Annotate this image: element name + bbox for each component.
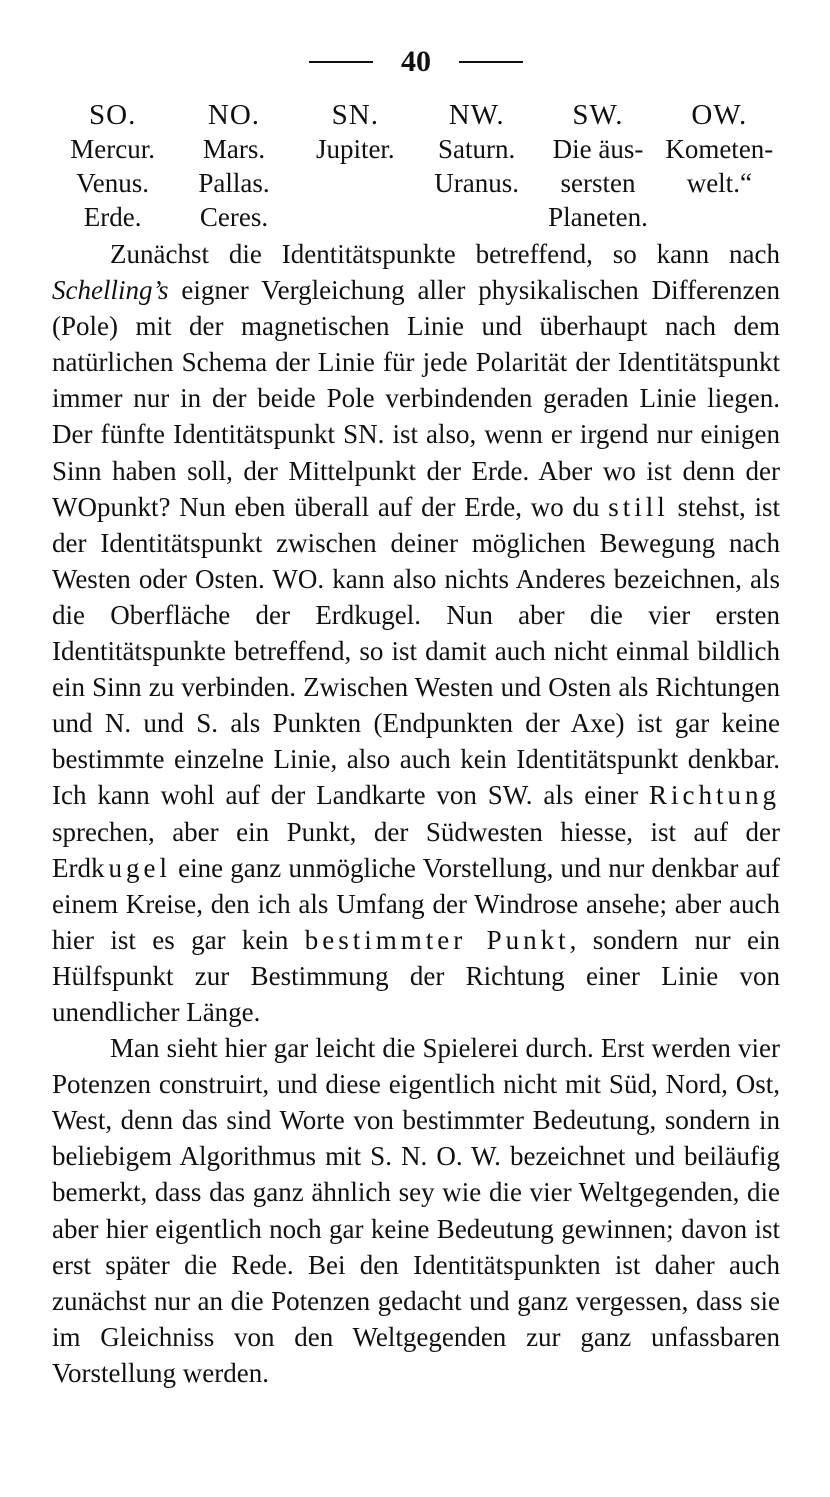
column-header: SN.	[331, 99, 379, 131]
table-cell: Planeten.	[548, 202, 648, 232]
emphasis-still: still	[608, 491, 669, 522]
table-row	[52, 200, 780, 234]
direction-header-row	[52, 98, 780, 132]
table-cell: Pallas.	[198, 168, 270, 198]
header-rule-left	[309, 61, 373, 63]
column-header: SO.	[89, 99, 137, 131]
paragraph-1-text: Zunächst die Identitätspunkte betreffend, so kann nach	[110, 239, 780, 269]
table-cell: Ceres.	[199, 202, 269, 232]
paragraph-1-text: eine ganz unmögliche Vorstellung, und nur denkbar auf einem Kreise, den ich als Umfang der Windrose ansehe; aber auch hier ist es gar kein	[52, 852, 780, 955]
paragraph-1	[52, 236, 780, 1030]
paragraph-2: Man sieht hier gar leicht die Spielerei durch. Erst werden vier Potenzen construirt, und diese eigentlich nicht mit Süd, Nord, Ost, West, denn das sind Worte von bestimmter Bedeutung, sondern in beliebigem Algorithmus mit S. N. O. W. bezeichnet und beiläufig bemerkt, dass das ganz ähnlich sey wie die vier Weltgegenden, die aber hier eigentlich noch gar keine Bedeutung gewinnen; davon ist erst später die Rede. Bei den Identitätspunkten ist daher auch zunächst nur an die Potenzen gedacht und ganz vergessen, dass sie im Gleichniss von den Weltgegenden zur ganz unfassbaren Vorstellung werden.	[52, 1033, 780, 1388]
table-row	[52, 132, 780, 166]
table-cell: Jupiter.	[315, 134, 395, 164]
table-cell: welt.“	[686, 168, 752, 198]
paragraph-1-text: eigner Vergleichung aller physikalischen Differenzen (Pole) mit der magnetischen Linie und überhaupt nach dem natürlichen Schema der Linie für jede Polarität der Identitätspunkt immer nur in der beide Pole verbindenden geraden Linie liegen. Der fünfte Identitätspunkt SN. ist also, wenn er irgend nur einigen Sinn haben soll, der Mittelpunkt der Erde. Aber wo ist denn der WOpunkt? Nun eben überall auf der Erde, wo du	[52, 275, 780, 522]
author-name-schelling: Schelling’s	[52, 275, 169, 306]
page-header	[52, 36, 780, 88]
table-cell	[416, 200, 537, 234]
table-cell	[295, 166, 416, 200]
paragraph-1-text: stehst, ist der Identitätspunkt zwischen deiner möglichen Bewegung nach Westen oder Osten. WO. kann also nichts Anderes bezeichnen, als die Oberfläche der Erdkugel. Nun aber die vier ersten Identitätspunkte betreffend, so ist damit auch nicht einmal bildlich ein Sinn zu verbinden. Zwischen Westen und Osten als Richtungen und N. und S. als Punkten (Endpunkten der Axe) ist gar keine bestimmte einzelne Linie, also auch kein Identitätspunkt denkbar. Ich kann wohl auf der Landkarte von SW. als einer	[52, 491, 781, 811]
table-cell: Mars.	[202, 134, 266, 164]
column-header: OW.	[691, 99, 748, 131]
table-cell: Venus.	[76, 168, 150, 198]
emphasis-kugel: kugel	[90, 852, 171, 883]
direction-table	[52, 98, 780, 234]
table-cell: Erde.	[83, 202, 142, 232]
paragraph-1-text: sprechen, aber ein Punkt, der Südwesten hiesse, ist auf der Erd	[52, 816, 780, 883]
table-cell: Mercur.	[70, 134, 156, 164]
body-text	[52, 236, 780, 1391]
column-header: NW.	[448, 99, 505, 131]
paragraph-1-text: , sondern nur ein Hülfspunkt zur Bestimmung der Richtung einer Linie von unendlicher Länge.	[52, 924, 780, 1027]
table-cell	[295, 200, 416, 234]
page-number: 40	[401, 45, 431, 78]
column-header: SW.	[572, 99, 624, 131]
table-cell: Saturn.	[438, 134, 516, 164]
column-header: NO.	[207, 99, 261, 131]
table-cell: sersten	[560, 168, 636, 198]
table-cell: Die äus-	[552, 134, 644, 164]
book-page	[52, 36, 780, 1391]
table-cell: Uranus.	[434, 168, 520, 198]
emphasis-bestimmter-punkt: bestimmter Punkt	[304, 924, 570, 955]
header-rule-right	[459, 61, 523, 63]
emphasis-richtung: Richtung	[649, 780, 780, 811]
table-row	[52, 166, 780, 200]
table-cell: Kometen-	[665, 134, 774, 164]
table-cell	[659, 200, 780, 234]
